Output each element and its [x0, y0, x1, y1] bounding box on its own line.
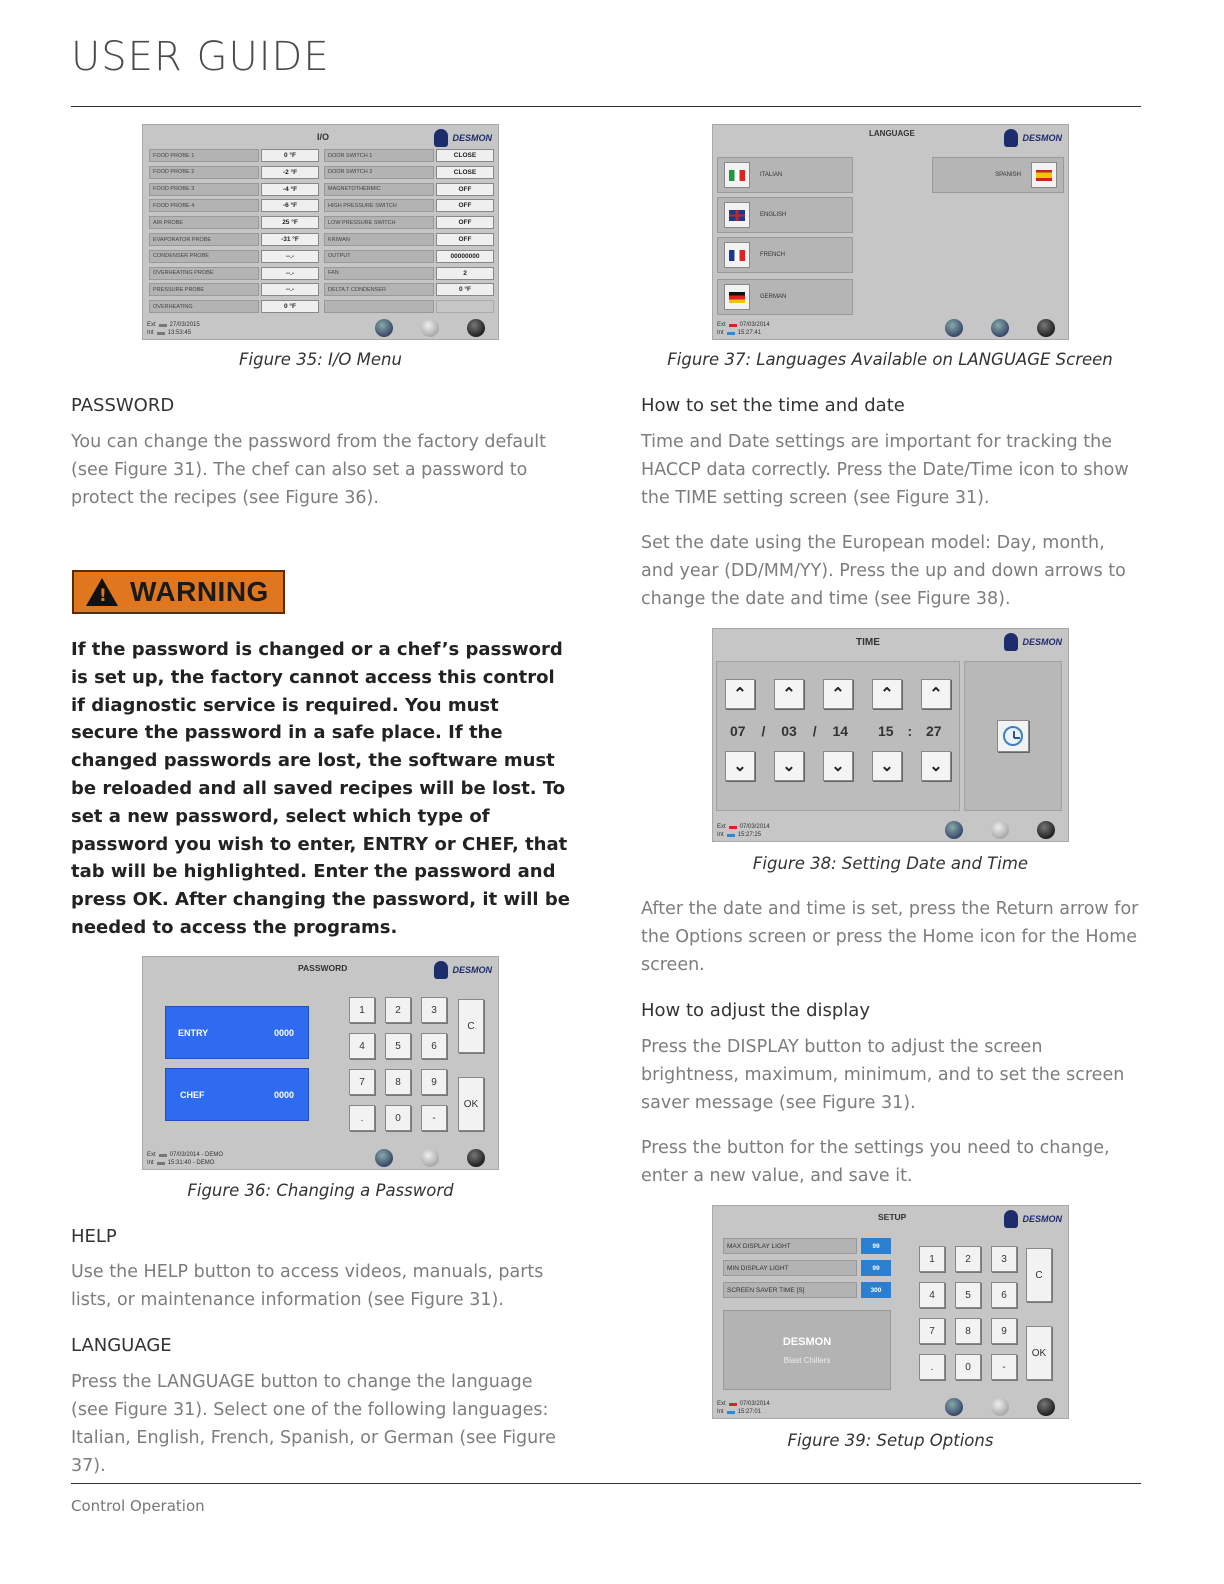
keypad-key-1[interactable]: 1 — [919, 1246, 945, 1272]
keypad-key-9[interactable]: 9 — [991, 1318, 1017, 1344]
back-button[interactable] — [945, 821, 963, 839]
password-heading: PASSWORD — [71, 395, 175, 416]
io-row — [324, 233, 496, 246]
footer-rule — [71, 1483, 1141, 1484]
io-value: CLOSE — [436, 166, 494, 179]
io-label: OUTPUT — [324, 250, 434, 263]
io-row — [149, 250, 319, 263]
io-value: -4 °F — [261, 183, 319, 196]
io-row — [149, 283, 319, 296]
time-screen-title: TIME — [856, 637, 880, 648]
io-label: KRIWAN — [324, 233, 434, 246]
setup-row-value[interactable]: 99 — [861, 1238, 891, 1254]
language-italian-button[interactable]: ITALIAN — [717, 157, 853, 193]
io-row — [324, 183, 496, 196]
chef-password-tab[interactable]: CHEF 0000 — [165, 1068, 309, 1121]
home-button[interactable] — [1037, 319, 1055, 337]
back-button[interactable] — [375, 319, 393, 337]
desmon-crest-icon — [434, 129, 448, 147]
status-bar: Ext 07/03/2014 Int 15:27:25 — [717, 824, 770, 838]
footer-section-label: Control Operation — [71, 1497, 205, 1515]
back-button[interactable] — [945, 1398, 963, 1416]
month-value: 03 — [781, 723, 797, 739]
io-value: -6 °F — [261, 199, 319, 212]
day-value: 07 — [730, 723, 746, 739]
desmon-logo: DESMON — [1004, 129, 1062, 147]
home-button[interactable] — [467, 1149, 485, 1167]
setup-row-value[interactable]: 99 — [861, 1260, 891, 1276]
keypad-key-5[interactable]: 5 — [955, 1282, 981, 1308]
keypad-key-minus[interactable]: - — [991, 1354, 1017, 1380]
home-button[interactable] — [467, 319, 485, 337]
status-bar: Ext 07/03/2014 - DEMO Int 15:31:40 - DEMO — [147, 1152, 224, 1166]
setup-row-label: MIN DISPLAY LIGHT — [723, 1260, 857, 1276]
io-label: LOW PRESSURE SWITCH — [324, 216, 434, 229]
status-bar: Ext 07/03/2014 Int 15:27:01 — [717, 1401, 770, 1415]
io-row — [324, 300, 496, 313]
io-label: MAGNETOTHERMIC — [324, 183, 434, 196]
io-row — [149, 267, 319, 280]
io-row — [149, 166, 319, 179]
clear-key[interactable]: C — [1026, 1248, 1052, 1302]
io-row — [149, 149, 319, 162]
desmon-logo: DESMON — [1004, 633, 1062, 651]
keypad-key-9[interactable]: 9 — [421, 1069, 447, 1095]
io-value: CLOSE — [436, 149, 494, 162]
io-label: FOOD PROBE 1 — [149, 149, 259, 162]
keypad-key-6[interactable]: 6 — [421, 1033, 447, 1059]
io-label: DELTA T CONDENSER — [324, 283, 434, 296]
keypad-key-3[interactable]: 3 — [991, 1246, 1017, 1272]
language-heading: LANGUAGE — [71, 1335, 172, 1356]
language-english-button[interactable]: ENGLISH — [717, 197, 853, 233]
io-value: OFF — [436, 216, 494, 229]
setup-row — [723, 1260, 893, 1276]
io-value: 0 °F — [436, 283, 494, 296]
figure-37-language-screen — [712, 124, 1069, 340]
warning-badge: ! WARNING — [72, 570, 285, 614]
keypad-key-7[interactable]: 7 — [919, 1318, 945, 1344]
io-row — [324, 166, 496, 179]
keypad-key-2[interactable]: 2 — [955, 1246, 981, 1272]
year-down-arrow-icon[interactable]: ⌄ — [823, 751, 853, 781]
back-button[interactable] — [375, 1149, 393, 1167]
warning-triangle-icon — [86, 578, 118, 606]
setup-row-label: SCREEN SAVER TIME [S] — [723, 1282, 857, 1298]
io-label: PRESSURE PROBE — [149, 283, 259, 296]
month-down-arrow-icon[interactable]: ⌄ — [774, 751, 804, 781]
io-row — [324, 250, 496, 263]
password-paragraph: You can change the password from the factory default (see Figure 31). The chef can also set a password to protect the recipes (see Figure 36). — [71, 432, 546, 508]
warning-text: If the password is changed or a chef’s password is set up, the factory cannot access this control if diagnostic service is required. You must secure the password in a safe place. If the changed passwords are lost, the software must be reloaded and all saved recipes will be lost. To set a new password, select which type of password you wish to enter, ENTRY or CHEF, that tab will be highlighted. Enter the password and press OK. After changing the password, it will be needed to access the programs. — [71, 639, 570, 938]
italy-flag-icon — [724, 162, 750, 188]
keypad-key-8[interactable]: 8 — [385, 1069, 411, 1095]
io-label: FOOD PROBE 3 — [149, 183, 259, 196]
language-german-button[interactable]: GERMAN — [717, 279, 853, 315]
io-value: 00000000 — [436, 250, 494, 263]
time-date-heading: How to set the time and date — [641, 395, 905, 416]
status-bar: Ext 27/03/2015 Int 13:53:45 — [147, 322, 200, 336]
io-label: HIGH PRESSURE SWITCH — [324, 199, 434, 212]
io-row — [149, 216, 319, 229]
minute-up-arrow-icon[interactable]: ⌃ — [921, 679, 951, 709]
back-button[interactable] — [945, 319, 963, 337]
home-button[interactable] — [1037, 1398, 1055, 1416]
help-paragraph: Use the HELP button to access videos, manuals, parts lists, or maintenance information (see Figure 31). — [71, 1262, 544, 1310]
germany-flag-icon — [724, 284, 750, 310]
io-row — [149, 199, 319, 212]
io-row — [149, 300, 319, 313]
io-value: 25 °F — [261, 216, 319, 229]
io-label: DOOR SWITCH 2 — [324, 166, 434, 179]
document-title: USER GUIDE — [71, 34, 330, 80]
clear-key[interactable]: C — [458, 999, 484, 1053]
io-value: --.- — [261, 250, 319, 263]
io-label: CONDENSER PROBE — [149, 250, 259, 263]
year-up-arrow-icon[interactable]: ⌃ — [823, 679, 853, 709]
keypad-key-1[interactable]: 1 — [349, 997, 375, 1023]
io-row — [324, 149, 496, 162]
keypad-key-4[interactable]: 4 — [349, 1033, 375, 1059]
figure-36-caption: Figure 36: Changing a Password — [187, 1181, 454, 1200]
language-spanish-button[interactable]: SPANISH — [932, 157, 1064, 193]
io-value: --.- — [261, 283, 319, 296]
figure-39-setup-screen — [712, 1205, 1069, 1419]
help-heading: HELP — [71, 1226, 117, 1247]
month-up-arrow-icon[interactable]: ⌃ — [774, 679, 804, 709]
center-button[interactable] — [421, 1149, 439, 1167]
center-button[interactable] — [421, 319, 439, 337]
figure-38-caption: Figure 38: Setting Date and Time — [752, 854, 1029, 873]
desmon-logo: DESMON — [434, 961, 492, 979]
day-down-arrow-icon[interactable]: ⌄ — [725, 751, 755, 781]
io-label: FAN — [324, 267, 434, 280]
spain-flag-icon — [1031, 162, 1057, 188]
keypad-key-6[interactable]: 6 — [991, 1282, 1017, 1308]
figure-35-caption: Figure 35: I/O Menu — [239, 350, 402, 369]
io-value: 2 — [436, 267, 494, 280]
desmon-crest-icon — [1004, 633, 1018, 651]
save-time-button[interactable] — [997, 720, 1029, 752]
figure-39-caption: Figure 39: Setup Options — [787, 1431, 994, 1450]
language-french-button[interactable]: FRENCH — [717, 237, 853, 273]
desmon-logo: DESMON — [434, 129, 492, 147]
date-time-readout: 07 / 03 / 14 15 : 27 — [730, 723, 942, 739]
status-bar: Ext 07/03/2014 Int 15:27:41 — [717, 322, 770, 336]
setup-row — [723, 1282, 893, 1298]
home-button[interactable] — [1037, 821, 1055, 839]
io-label: OVERHEATING — [149, 300, 259, 313]
keypad-key-dot[interactable]: . — [349, 1105, 375, 1131]
io-value: 0 °F — [261, 300, 319, 313]
keypad-key-0[interactable]: 0 — [385, 1105, 411, 1131]
io-label: DOOR SWITCH 1 — [324, 149, 434, 162]
hour-down-arrow-icon[interactable]: ⌄ — [872, 751, 902, 781]
io-label: EVAPORATOR PROBE — [149, 233, 259, 246]
keypad-key-0[interactable]: 0 — [955, 1354, 981, 1380]
setup-screen-title: SETUP — [878, 1212, 907, 1222]
time-date-paragraph-1: Time and Date settings are important for tracking the HACCP data correctly. Press the Date/Time icon to show the TIME setting screen (see Figure 31). — [641, 432, 1129, 508]
io-row — [324, 199, 496, 212]
io-label: AIR PROBE — [149, 216, 259, 229]
center-button[interactable] — [991, 319, 1009, 337]
minute-down-arrow-icon[interactable]: ⌄ — [921, 751, 951, 781]
keypad-key-dot[interactable]: . — [919, 1354, 945, 1380]
ok-key[interactable]: OK — [1026, 1326, 1052, 1380]
figure-36-password-screen — [142, 956, 499, 1170]
setup-row-label: MAX DISPLAY LIGHT — [723, 1238, 857, 1254]
time-date-paragraph-3: After the date and time is set, press the Return arrow for the Options screen or press the Home icon for the Home screen. — [641, 899, 1139, 975]
display-paragraph-1: Press the DISPLAY button to adjust the screen brightness, maximum, minimum, and to set the screen saver message (see Figure 31). — [641, 1037, 1125, 1113]
header-rule — [71, 106, 1141, 107]
desmon-logo: DESMON — [1004, 1210, 1062, 1228]
keypad-key-8[interactable]: 8 — [955, 1318, 981, 1344]
setup-row-value[interactable]: 300 — [861, 1282, 891, 1298]
password-screen-title: PASSWORD — [298, 963, 348, 973]
io-row — [149, 183, 319, 196]
clock-save-icon — [1003, 726, 1023, 746]
keypad-key-7[interactable]: 7 — [349, 1069, 375, 1095]
year-value: 14 — [832, 723, 849, 739]
figure-38-time-screen — [712, 628, 1069, 842]
figure-37-caption: Figure 37: Languages Available on LANGUAGE Screen — [667, 350, 1113, 369]
desmon-crest-icon — [1004, 129, 1018, 147]
io-row — [324, 216, 496, 229]
io-row — [324, 283, 496, 296]
hour-value: 15 — [877, 723, 894, 739]
setup-row — [723, 1238, 893, 1254]
io-label: OVERHEATING PROBE — [149, 267, 259, 280]
display-heading: How to adjust the display — [641, 1000, 870, 1021]
day-up-arrow-icon[interactable]: ⌃ — [725, 679, 755, 709]
keypad-key-minus[interactable]: - — [421, 1105, 447, 1131]
uk-flag-icon — [724, 202, 750, 228]
io-empty-cell — [436, 300, 494, 313]
figure-35-io-screen — [142, 124, 499, 340]
entry-password-tab[interactable]: ENTRY 0000 — [165, 1006, 309, 1059]
io-label: FOOD PROBE 4 — [149, 199, 259, 212]
io-value: OFF — [436, 233, 494, 246]
minute-value: 27 — [926, 723, 942, 739]
language-screen-title: LANGUAGE — [869, 129, 915, 138]
io-value: -2 °F — [261, 166, 319, 179]
ok-key[interactable]: OK — [458, 1077, 484, 1131]
io-value: OFF — [436, 199, 494, 212]
keypad-key-2[interactable]: 2 — [385, 997, 411, 1023]
io-label: FOOD PROBE 2 — [149, 166, 259, 179]
center-button[interactable] — [991, 821, 1009, 839]
screen-saver-preview: DESMON Blast Chillers — [723, 1310, 891, 1390]
io-row — [324, 267, 496, 280]
display-paragraph-2: Press the button for the settings you need to change, enter a new value, and save it. — [641, 1138, 1110, 1186]
center-button[interactable] — [991, 1398, 1009, 1416]
time-date-paragraph-2: Set the date using the European model: Day, month, and year (DD/MM/YY). Press the up and down arrows to change the date and time (see Figure 38). — [641, 533, 1126, 609]
desmon-crest-icon — [434, 961, 448, 979]
io-value: OFF — [436, 183, 494, 196]
io-value: --.- — [261, 267, 319, 280]
io-value: -31 °F — [261, 233, 319, 246]
keypad-key-4[interactable]: 4 — [919, 1282, 945, 1308]
io-value: 0 °F — [261, 149, 319, 162]
desmon-crest-icon — [1004, 1210, 1018, 1228]
io-empty-cell — [324, 300, 434, 313]
language-paragraph: Press the LANGUAGE button to change the language (see Figure 31). Select one of the following languages: Italian, English, French, Spanish, or German (see Figure 37). — [71, 1372, 556, 1476]
keypad-key-5[interactable]: 5 — [385, 1033, 411, 1059]
france-flag-icon — [724, 242, 750, 268]
keypad-key-3[interactable]: 3 — [421, 997, 447, 1023]
io-row — [149, 233, 319, 246]
io-screen-title: I/O — [317, 132, 330, 142]
hour-up-arrow-icon[interactable]: ⌃ — [872, 679, 902, 709]
